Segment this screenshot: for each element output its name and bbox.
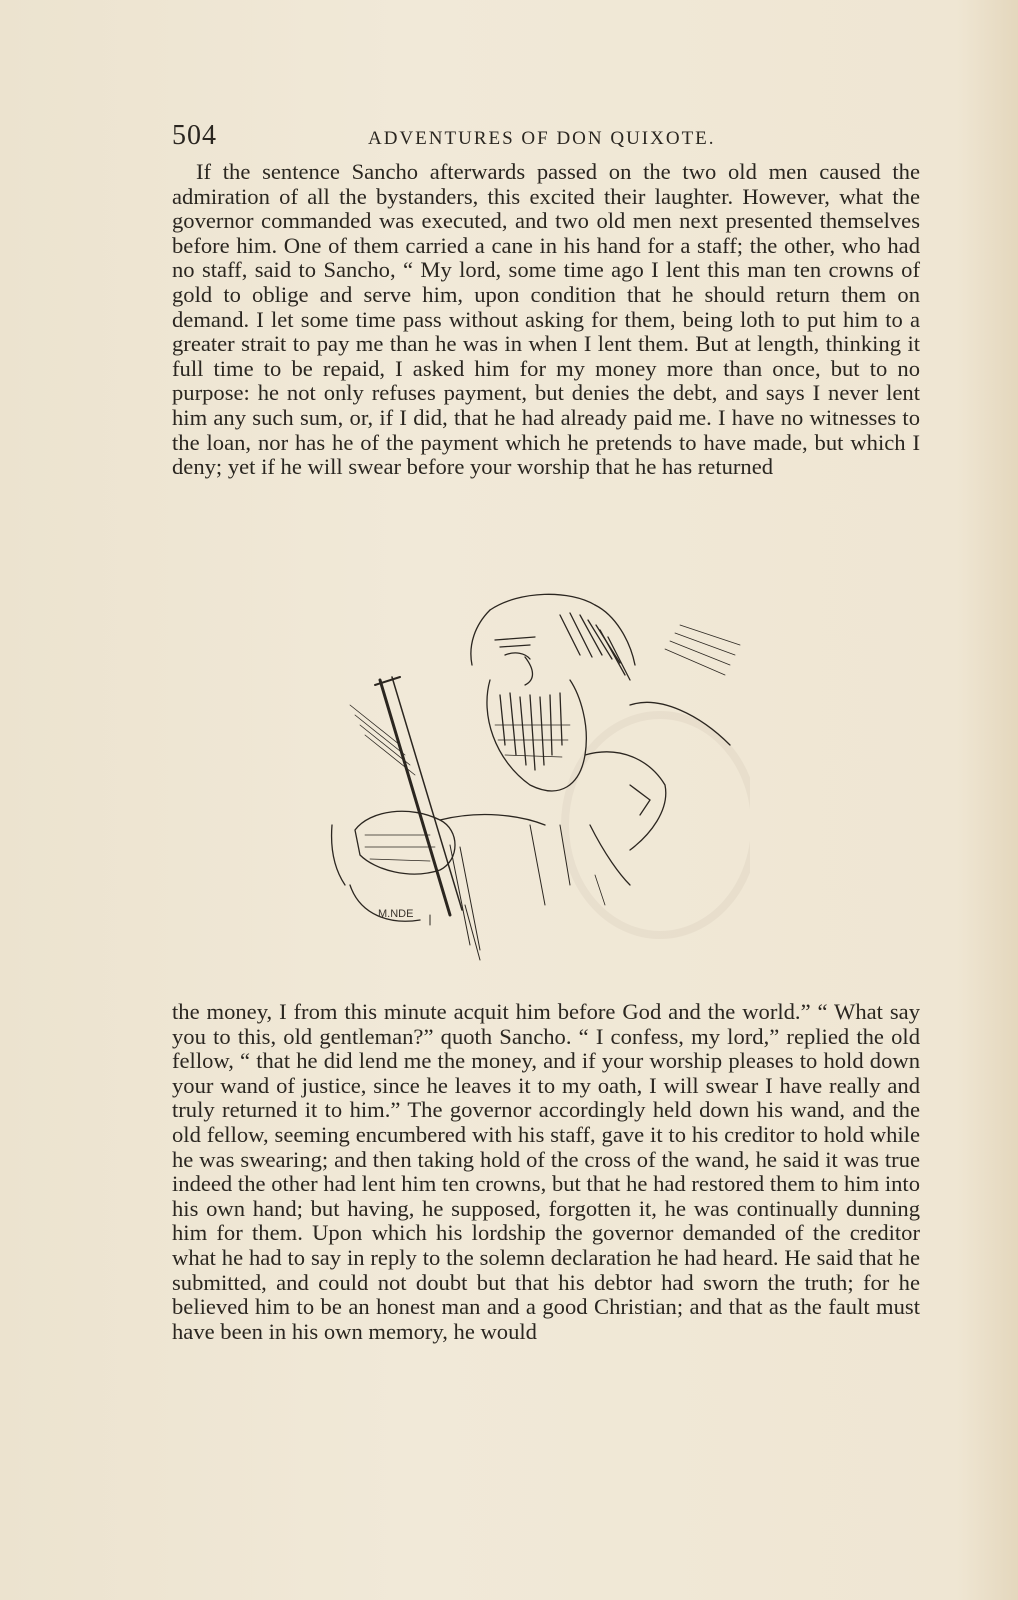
old-man-with-staff-illustration (330, 585, 750, 975)
page-header (172, 120, 920, 160)
engraving-svg (330, 585, 750, 975)
body-paragraph-top: If the sentence Sancho afterwards passed on the two old men caused the admiration of all the bystanders, this excited their laughter. However, what the governor commanded was executed, and two old men next presented themselves before him. One of them carried a cane in his hand for a staff; the other, who had no staff, said to Sancho, “ My lord, some time ago I lent this man ten crowns of gold to oblige and serve him, upon condition that he should return them on demand. I let some time pass without asking for them, being loth to put him to a greater strait to pay me than he was in when I lent them. But at length, thinking it full time to be repaid, I asked him for my money more than once, but to no purpose: he not only refuses payment, but denies the debt, and says I never lent him any such sum, or, if I did, that he had already paid me. I have no witnesses to the loan, nor has he of the payment which he pretends to have made, but which I deny; yet if he will swear before your worship that he has returned (172, 159, 920, 480)
page-number: 504 (172, 120, 217, 151)
illustration-signature: M.NDE (378, 908, 414, 920)
body-paragraph-bottom: the money, I from this minute acquit him before God and the world.” “ What say you to this, old gentleman?” quoth Sancho. “ I confess, my lord,” replied the old fellow, “ that he did lend me the money, and if your worship pleases to hold down your wand of justice, since he leaves it to my oath, I will swear I have really and truly returned it to him.” The governor accordingly held down his wand, and the old fellow, seeming encumbered with his staff, gave it to his creditor to hold while he was swearing; and then taking hold of the cross of the wand, he said it was true indeed the other had lent him ten crowns, but that he had restored them to him into his own hand; but having, he supposed, forgotten it, he was continually dunning him for them. Upon which his lordship the governor demanded of the creditor what he had to say in reply to the solemn declaration he had heard. He said that he submitted, and could not doubt but that his debtor had sworn the truth; for he believed him to be an honest man and a good Christian; and that as the fault must have been in his own memory, he would (172, 999, 920, 1344)
running-head: ADVENTURES OF DON QUIXOTE. (368, 128, 716, 149)
